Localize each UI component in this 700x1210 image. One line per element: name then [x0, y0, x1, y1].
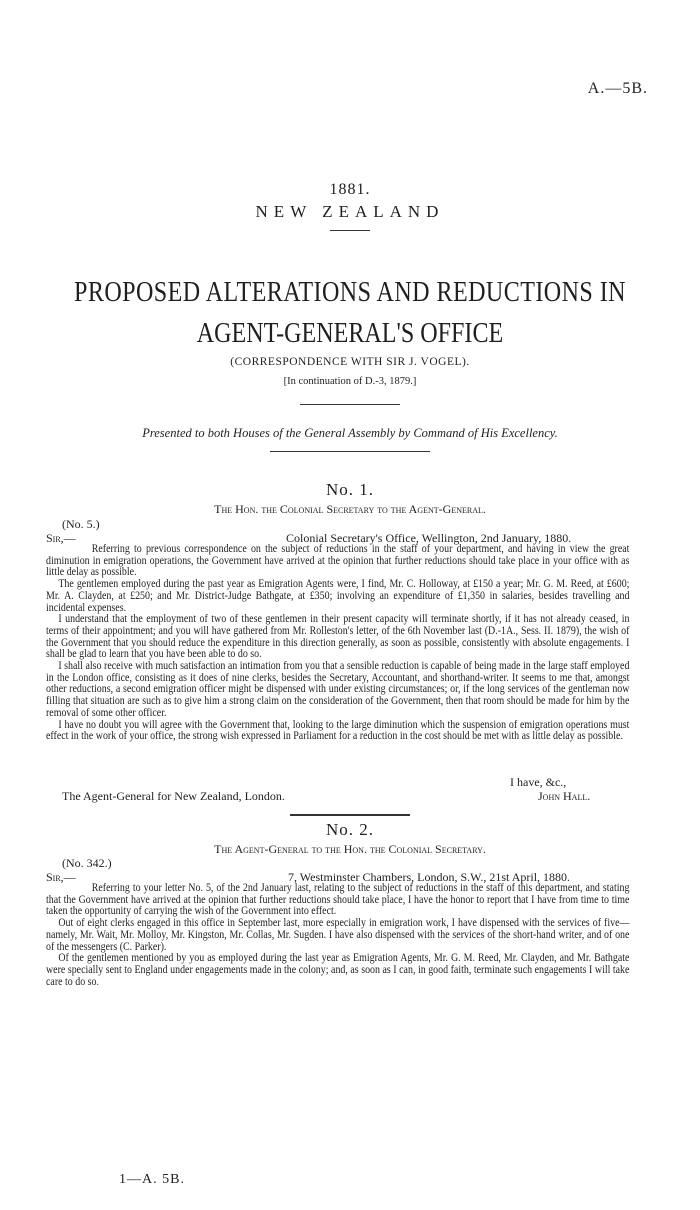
letter-2-ref-no: (No. 342.): [62, 856, 112, 870]
letter-1-ref-no: (No. 5.): [62, 517, 100, 531]
presented-line: Presented to both Houses of the General Assembly by Command of His Excellency.: [142, 426, 558, 440]
divider: [270, 451, 430, 452]
letter-1-paragraph: Referring to previous correspondence on the subject of reductions in the staff of your department, and having in view the great diminution in emigration operations, the Government have arrived at the opinion that further reductions should take place in your office with as little delay as possible.: [46, 543, 630, 579]
letter-1-paragraph: The gentlemen employed during the past year as Emigration Agents were, I find, Mr. C. Holloway, at £150 a year; Mr. G. M. Reed, at £600; Mr. A. Clayden, at £250; and Mr. District-Judge Bathgate, at £350; involving an expenditure of £1,350 in salaries, besides travelling and incidental expenses.: [46, 578, 630, 614]
continuation-note: [In continuation of D.-3, 1879.]: [283, 376, 417, 387]
letter-2-salutation: Sir,—: [46, 870, 76, 884]
letter-2-body: [46, 883, 629, 988]
letter-2-paragraph: Of the gentlemen mentioned by you as employed during the last year as Emigration Agents, Mr. G. M. Reed, Mr. Clayden, and Mr. Bathgate were specially sent to England under engagements made in the colony; and, as soon as I can, in good faith, terminate such engagements I will take care to do so.: [46, 952, 630, 988]
letter-1-paragraph: I shall also receive with much satisfaction an intimation from you that a sensible reduction is capable of being made in the large staff employed in the London office, consisting as it does of nine clerks, besides the Secretary, Accountant, and shorthand-writer. It seems to me that, amongst other reductions, a second emigration officer might be dispensed with under existing circumstances; or, if the long services of the gentleman now filling that situation are such as to give him a strong claim on the consideration of the Government, then that room should be made for him by the removal of some other officer.: [46, 660, 630, 719]
letter-2-dateline: 7, Westminster Chambers, London, S.W., 21st April, 1880.: [288, 870, 571, 884]
document-title-line-2: AGENT-GENERAL'S OFFICE: [196, 318, 504, 349]
letter-1-salutation: Sir,—: [46, 531, 76, 545]
year: 1881.: [329, 181, 371, 198]
letter-1-signature: John Hall.: [538, 789, 591, 803]
divider: [330, 230, 370, 231]
letter-1-from-to: The Hon. the Colonial Secretary to the Agent-General.: [214, 502, 486, 516]
document-title-line-1: PROPOSED ALTERATIONS AND REDUCTIONS IN: [74, 277, 626, 308]
letter-1-body: [46, 544, 629, 743]
letter-1-addressee: The Agent-General for New Zealand, London.: [62, 789, 285, 803]
country-heading: NEW ZEALAND: [255, 202, 445, 221]
letter-1-heading: No. 1.: [325, 480, 375, 499]
letter-2-heading: No. 2.: [325, 820, 375, 839]
page-identifier: A.—5B.: [587, 80, 648, 97]
letter-2-paragraph: Referring to your letter No. 5, of the 2nd January last, relating to the subject of reductions in the staff of this department, and stating that the Government have arrived at the opinion that further reductions should take place, I have the honor to report that I have from time to time taken the opportunity of carrying the wish of the Government into effect.: [46, 882, 630, 918]
footer-identifier: 1—A. 5B.: [119, 1172, 185, 1187]
letter-1-closing: I have, &c.,: [510, 775, 567, 789]
letter-2-from-to: The Agent-General to the Hon. the Colonial Secretary.: [214, 842, 486, 856]
letter-1-paragraph: I understand that the employment of two of these gentlemen in their present capacity will terminate shortly, if it has not already ceased, in terms of their appointment; and you will have gathered from Mr. Rolleston's letter, of the 6th November last (D.-1A., Sess. II. 1879), the wish of the Government that you should reduce the expenditure in this direction generally, as soon as possible, consistently with absolute engagements. I shall be glad to learn that you have been able to do so.: [46, 613, 630, 661]
letter-1-paragraph: I have no doubt you will agree with the Government that, looking to the large diminution which the suspension of emigration operations must effect in the work of your office, the strong wish expressed in Parliament for a reduction in the cost should be met with as little delay as possible.: [46, 718, 630, 743]
document-subtitle: (CORRESPONDENCE WITH SIR J. VOGEL).: [230, 356, 470, 368]
divider: [290, 814, 410, 816]
letter-1-dateline: Colonial Secretary's Office, Wellington, 2nd January, 1880.: [286, 531, 572, 545]
letter-2-paragraph: Out of eight clerks engaged in this office in September last, more especially in emigration work, I have dispensed with the services of five—namely, Mr. Wait, Mr. Molloy, Mr. Kingston, Mr. Collas, Mr. Sugden. I have also dispensed with the services of the short-hand writer, and of one of the messengers (C. Parker).: [46, 917, 630, 953]
divider: [300, 404, 400, 405]
